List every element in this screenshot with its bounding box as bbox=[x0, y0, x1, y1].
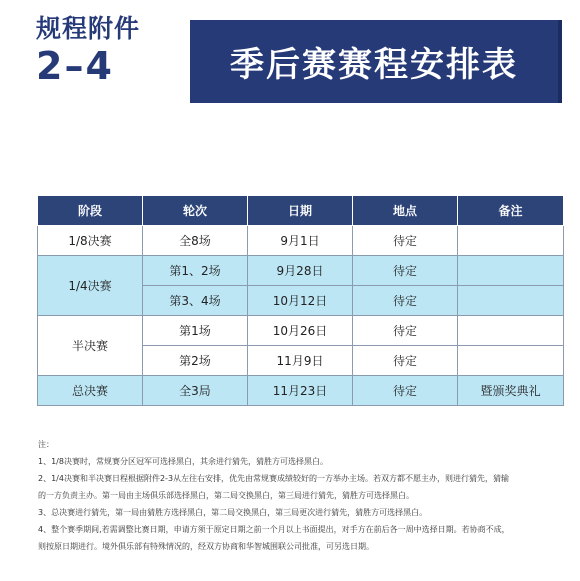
appendix-label bbox=[36, 14, 186, 88]
schedule-table bbox=[37, 195, 564, 406]
venue-cell: 待定 bbox=[353, 286, 458, 316]
note-line: 则按原日期进行。境外俱乐部有特殊情况的，经双方协商和华智城围联公司批准，可另选日期。 bbox=[38, 542, 374, 551]
remark-cell bbox=[458, 346, 564, 376]
header-round: 轮次 bbox=[143, 196, 248, 226]
header-date: 日期 bbox=[248, 196, 353, 226]
venue-cell: 待定 bbox=[353, 226, 458, 256]
date-cell: 9月1日 bbox=[248, 226, 353, 256]
note-line: 4、整个赛季期间,若需调整比赛日期，申请方须于原定日期之前一个月以上书面提出，对手方在前后各一周中选择日期。若协商不成， bbox=[38, 525, 510, 534]
header-remark: 备注 bbox=[458, 196, 564, 226]
round-cell: 全8场 bbox=[143, 226, 248, 256]
remark-cell bbox=[458, 286, 564, 316]
header-stage: 阶段 bbox=[38, 196, 143, 226]
date-cell: 11月9日 bbox=[248, 346, 353, 376]
table-row bbox=[38, 316, 564, 346]
table-row bbox=[38, 226, 564, 256]
stage-cell: 总决赛 bbox=[38, 376, 143, 406]
stage-cell: 1/4决赛 bbox=[38, 256, 143, 316]
date-cell: 10月26日 bbox=[248, 316, 353, 346]
remark-cell bbox=[458, 256, 564, 286]
stage-cell: 1/8决赛 bbox=[38, 226, 143, 256]
round-cell: 第1、2场 bbox=[143, 256, 248, 286]
table-row bbox=[38, 376, 564, 406]
date-cell: 9月28日 bbox=[248, 256, 353, 286]
venue-cell: 待定 bbox=[353, 316, 458, 346]
date-cell: 11月23日 bbox=[248, 376, 353, 406]
remark-cell bbox=[458, 316, 564, 346]
table-row bbox=[38, 256, 564, 286]
venue-cell: 待定 bbox=[353, 346, 458, 376]
venue-cell: 待定 bbox=[353, 256, 458, 286]
stage-cell: 半决赛 bbox=[38, 316, 143, 376]
round-cell: 全3局 bbox=[143, 376, 248, 406]
remark-cell bbox=[458, 226, 564, 256]
header-venue: 地点 bbox=[353, 196, 458, 226]
date-cell: 10月12日 bbox=[248, 286, 353, 316]
round-cell: 第3、4场 bbox=[143, 286, 248, 316]
appendix-number: 2–4 bbox=[36, 44, 114, 88]
note-line: 2、1/4决赛和半决赛日程根据附件2-3从左往右安排，优先由常规赛成绩较好的一方举办主场。若双方都不愿主办，则进行猜先，猜输 bbox=[38, 474, 510, 483]
venue-cell: 待定 bbox=[353, 376, 458, 406]
notes-heading: 注： bbox=[38, 440, 54, 449]
note-line: 1、1/8决赛时，常规赛分区冠军可选择黑白，其余进行猜先，猜胜方可选择黑白。 bbox=[38, 457, 328, 466]
note-line: 的一方负责主办。第一局由主场俱乐部选择黑白，第二局交换黑白，第三局进行猜先，猜胜方可选择黑白。 bbox=[38, 491, 414, 500]
page-title: 季后赛赛程安排表 bbox=[190, 20, 562, 103]
note-line: 3、总决赛进行猜先，第一局由猜胜方选择黑白，第二局交换黑白，第三局更次进行猜先，猜胜方可选择黑白。 bbox=[38, 508, 428, 517]
round-cell: 第2场 bbox=[143, 346, 248, 376]
table-header-row bbox=[38, 196, 564, 226]
remark-cell: 暨颁奖典礼 bbox=[458, 376, 564, 406]
round-cell: 第1场 bbox=[143, 316, 248, 346]
notes-section bbox=[38, 436, 563, 555]
appendix-label-line1: 规程附件 bbox=[36, 14, 141, 43]
